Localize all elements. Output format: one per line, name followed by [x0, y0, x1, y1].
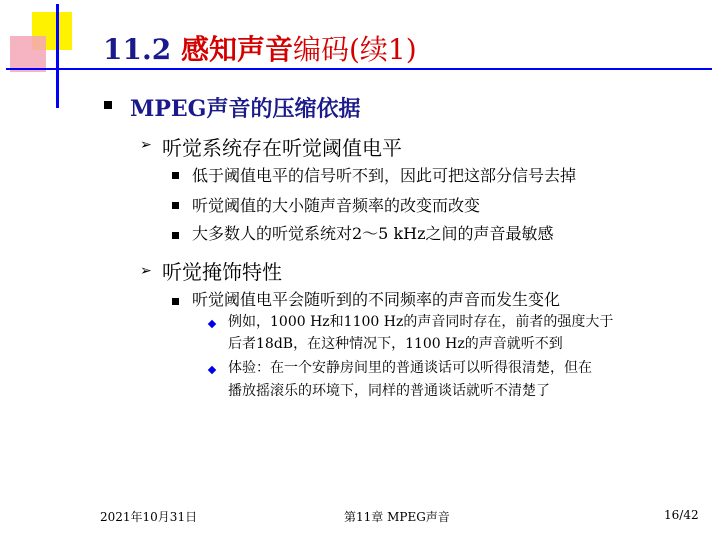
square-bullet-icon	[104, 101, 112, 109]
decor-pink-square	[10, 36, 46, 72]
title-prefix: 11.2	[103, 33, 181, 66]
sub-item-line: 例如，1000 Hz和1100 Hz的声音同时存在，前者的强度大于	[228, 314, 614, 330]
section-heading: 听觉系统存在听觉阈值电平	[162, 136, 402, 160]
square-bullet-icon	[172, 172, 179, 179]
main-bullet: MPEG声音的压缩依据	[130, 96, 361, 122]
footer-page: 16/42	[664, 508, 699, 522]
list-item: 听觉阈值的大小随声音频率的改变而改变	[192, 196, 481, 215]
diamond-bullet-icon	[208, 366, 216, 374]
footer-date: 2021年10月31日	[100, 510, 198, 524]
list-item: 大多数人的听觉系统对2～5 kHz之间的声音最敏感	[192, 224, 554, 243]
title-rest: 编码(续1)	[292, 33, 417, 66]
square-bullet-icon	[172, 298, 179, 305]
list-item: 听觉阈值电平会随听到的不同频率的声音而发生变化	[192, 290, 561, 309]
title-highlight: 感知声音	[180, 33, 293, 66]
diamond-bullet-icon	[208, 320, 216, 328]
sub-item-line: 体验：在一个安静房间里的普通谈话可以听得很清楚，但在	[228, 360, 592, 376]
sub-item-line: 后者18dB，在这种情况下，1100 Hz的声音就听不到	[228, 336, 563, 352]
square-bullet-icon	[172, 232, 179, 239]
footer-chapter: 第11章 MPEG声音	[344, 510, 450, 524]
decor-horizontal-line	[6, 68, 712, 70]
arrow-bullet-icon: ➢	[140, 137, 152, 153]
slide-title	[103, 28, 417, 68]
arrow-bullet-icon: ➢	[140, 263, 152, 279]
list-item: 低于阈值电平的信号听不到，因此可把这部分信号去掉	[192, 166, 577, 185]
sub-item-line: 播放摇滚乐的环境下，同样的普通谈话就听不清楚了	[228, 383, 550, 399]
decor-vertical-line	[56, 4, 59, 108]
section-heading: 听觉掩饰特性	[162, 260, 282, 284]
square-bullet-icon	[172, 202, 179, 209]
